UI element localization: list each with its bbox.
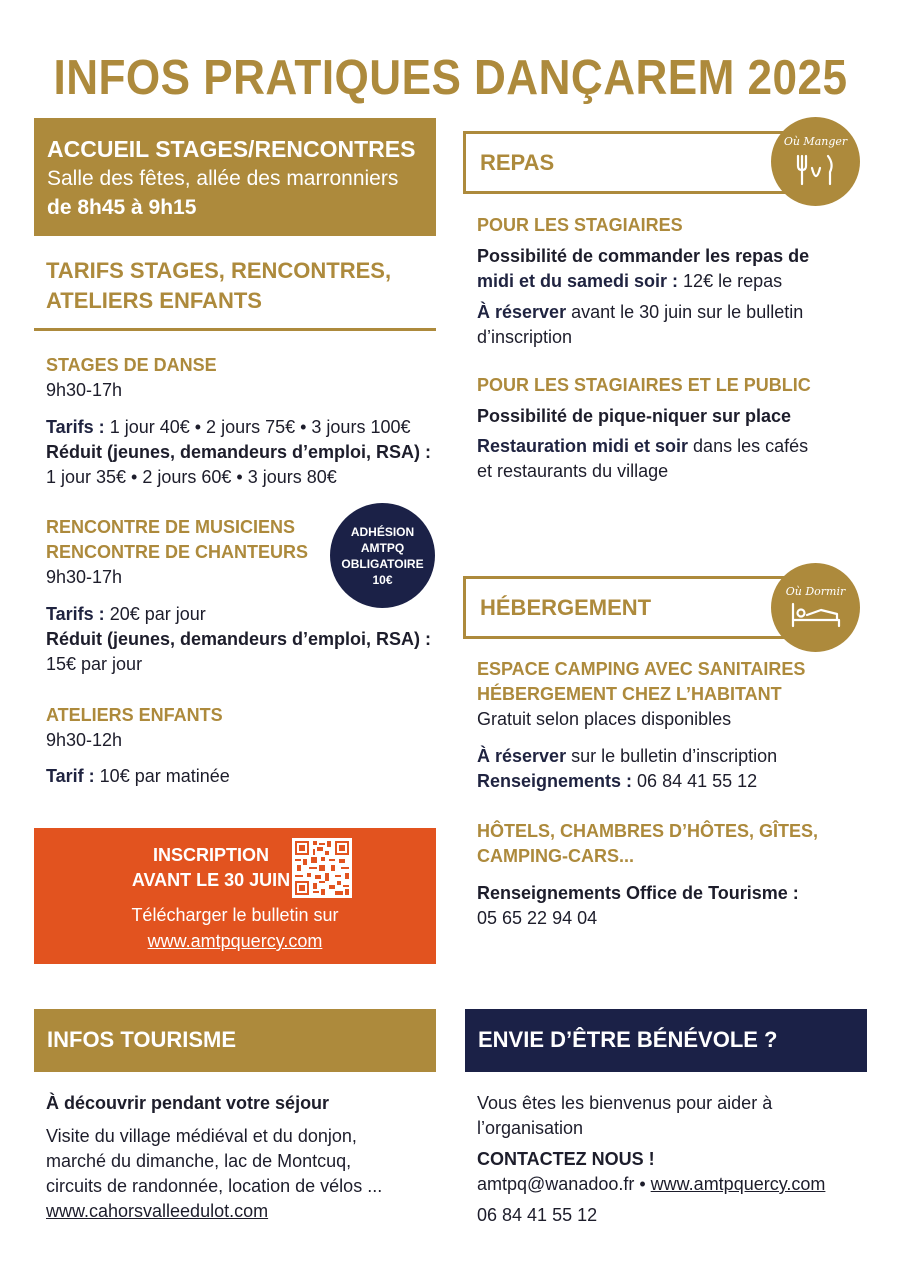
stages-hours: 9h30-17h <box>46 380 123 400</box>
camping-section <box>477 657 877 794</box>
repas-commande-line1: Possibilité de commander les repas de <box>477 246 810 266</box>
rencontres-tarifs-value: 20€ par jour <box>104 604 206 624</box>
benevole-email[interactable]: amtpq@wanadoo.fr <box>477 1174 635 1194</box>
accueil-hours: de 8h45 à 9h15 <box>47 196 197 219</box>
repas-icon-label: Où Manger <box>783 135 848 148</box>
benevole-phone: 06 84 41 55 12 <box>477 1205 598 1225</box>
camping-gratuit: Gratuit selon places disponibles <box>477 709 732 729</box>
repas-stagiaires-heading: POUR LES STAGIAIRES <box>477 215 683 235</box>
tourisme-subheading: À découvrir pendant votre séjour <box>46 1093 330 1113</box>
camping-reserver-bold: À réserver <box>477 746 567 766</box>
bed-icon <box>789 600 843 630</box>
fork-knife-icon <box>792 150 840 188</box>
stages-tarifs <box>46 415 446 440</box>
repas-reserver-line1 <box>477 300 877 325</box>
repas-badge <box>771 117 860 206</box>
inscription-link[interactable]: www.amtpquercy.com <box>147 931 323 951</box>
ateliers-tarif-value: 10€ par matinée <box>94 766 230 786</box>
hebergement-icon-label: Où Dormir <box>785 585 846 598</box>
tarifs-divider <box>34 328 436 331</box>
tourisme-line3: circuits de randonnée, location de vélos ... <box>46 1176 383 1196</box>
tourisme-link[interactable]: www.cahorsvalleedulot.com <box>46 1201 269 1221</box>
tourisme-line2: marché du dimanche, lac de Montcuq, <box>46 1151 352 1171</box>
hotels-heading-line2: CAMPING-CARS... <box>477 846 634 866</box>
tarifs-heading-line1: TARIFS STAGES, RENCONTRES, <box>46 258 392 283</box>
repas-reserver-rest: avant le 30 juin sur le bulletin <box>566 302 804 322</box>
ateliers-hours: 9h30-12h <box>46 730 123 750</box>
stages-tarifs-label: Tarifs : <box>46 417 105 437</box>
rencontres-heading-line2: RENCONTRE DE CHANTEURS <box>46 542 309 562</box>
rencontres-hours: 9h30-17h <box>46 567 123 587</box>
camping-reserver-rest: sur le bulletin d’inscription <box>566 746 778 766</box>
repas-public-heading: POUR LES STAGIAIRES ET LE PUBLIC <box>477 375 811 395</box>
inscription-line2: AVANT LE 30 JUIN <box>131 870 291 890</box>
benevole-separator: • <box>634 1174 651 1194</box>
ateliers-section <box>46 703 446 789</box>
adhesion-badge <box>330 503 435 608</box>
hotels-office-label: Renseignements Office de Tourisme : <box>477 883 799 903</box>
repas-resto-line1 <box>477 434 877 459</box>
hebergement-heading: HÉBERGEMENT <box>480 594 652 620</box>
hotels-section <box>477 819 877 931</box>
inscription-box <box>34 828 436 964</box>
badge-line1: ADHÉSION <box>350 524 415 539</box>
benevole-heading: ENVIE D’ÊTRE BÉNÉVOLE ? <box>465 1009 867 1072</box>
inscription-heading <box>111 843 311 893</box>
camping-phone: 06 84 41 55 12 <box>632 771 758 791</box>
camping-renseignements-bold: Renseignements : <box>477 771 633 791</box>
repas-reserver-line2: d’inscription <box>477 327 573 347</box>
tarifs-heading <box>46 256 426 316</box>
repas-pique-nique: Possibilité de pique-niquer sur place <box>477 406 792 426</box>
camping-reserver <box>477 744 877 769</box>
stages-reduit-label: Réduit (jeunes, demandeurs d’emploi, RSA) : <box>46 442 432 462</box>
badge-line3: OBLIGATOIRE <box>341 556 424 571</box>
tarifs-heading-line2: ATELIERS ENFANTS <box>46 288 262 313</box>
rencontres-reduit-label: Réduit (jeunes, demandeurs d’emploi, RSA) : <box>46 629 432 649</box>
camping-heading-line2: HÉBERGEMENT CHEZ L’HABITANT <box>477 684 782 704</box>
stages-section <box>46 353 446 490</box>
rencontres-reduit-value: 15€ par jour <box>46 654 143 674</box>
camping-renseignements <box>477 769 877 794</box>
tourisme-section <box>46 1091 446 1224</box>
hotels-heading-line1: HÔTELS, CHAMBRES D’HÔTES, GÎTES, <box>477 821 819 841</box>
page-title: INFOS PRATIQUES DANÇAREM 2025 <box>53 51 848 105</box>
hebergement-badge <box>771 563 860 652</box>
stages-heading: STAGES DE DANSE <box>46 355 217 375</box>
ateliers-heading: ATELIERS ENFANTS <box>46 705 223 725</box>
repas-resto-rest: dans les cafés <box>688 436 809 456</box>
benevole-line1: Vous êtes les bienvenus pour aider à <box>477 1093 773 1113</box>
repas-heading-box <box>463 131 801 194</box>
benevole-contact: CONTACTEZ NOUS ! <box>477 1149 655 1169</box>
repas-commande-bold: midi et du samedi soir : <box>477 271 679 291</box>
hebergement-heading-box <box>463 576 801 639</box>
accueil-place: Salle des fêtes, allée des marronniers <box>47 167 399 190</box>
repas-commande-line2 <box>477 269 877 294</box>
repas-stagiaires-section <box>477 213 877 350</box>
benevole-contact-line <box>477 1172 897 1197</box>
benevole-link[interactable]: www.amtpquercy.com <box>650 1174 826 1194</box>
tourisme-heading: INFOS TOURISME <box>34 1009 436 1072</box>
qr-code-icon[interactable] <box>292 838 352 898</box>
stages-tarifs-value: 1 jour 40€ • 2 jours 75€ • 3 jours 100€ <box>104 417 411 437</box>
accueil-box <box>34 118 436 236</box>
repas-public-section <box>477 373 877 484</box>
benevole-section <box>477 1091 897 1228</box>
camping-heading-line1: ESPACE CAMPING AVEC SANITAIRES <box>477 659 806 679</box>
rencontres-heading-line1: RENCONTRE DE MUSICIENS <box>46 517 296 537</box>
benevole-line2: l’organisation <box>477 1118 584 1138</box>
rencontres-tarifs-label: Tarifs : <box>46 604 105 624</box>
badge-line4: 10€ <box>372 572 393 587</box>
repas-heading: REPAS <box>480 149 555 175</box>
badge-line2: AMTPQ <box>360 540 405 555</box>
tourisme-line1: Visite du village médiéval et du donjon, <box>46 1126 357 1146</box>
inscription-line1: INSCRIPTION <box>152 845 269 865</box>
accueil-heading: ACCUEIL STAGES/RENCONTRES <box>47 136 416 162</box>
ateliers-tarif <box>46 764 446 789</box>
hotels-office-phone: 05 65 22 94 04 <box>477 908 598 928</box>
repas-resto-bold: Restauration midi et soir <box>477 436 689 456</box>
repas-commande-price: 12€ le repas <box>678 271 783 291</box>
repas-reserver-bold: À réserver <box>477 302 567 322</box>
repas-resto-line2: et restaurants du village <box>477 461 669 481</box>
inscription-download: Télécharger le bulletin sur <box>131 905 339 925</box>
ateliers-tarif-label: Tarif : <box>46 766 95 786</box>
stages-reduit-value: 1 jour 35€ • 2 jours 60€ • 3 jours 80€ <box>46 467 337 487</box>
